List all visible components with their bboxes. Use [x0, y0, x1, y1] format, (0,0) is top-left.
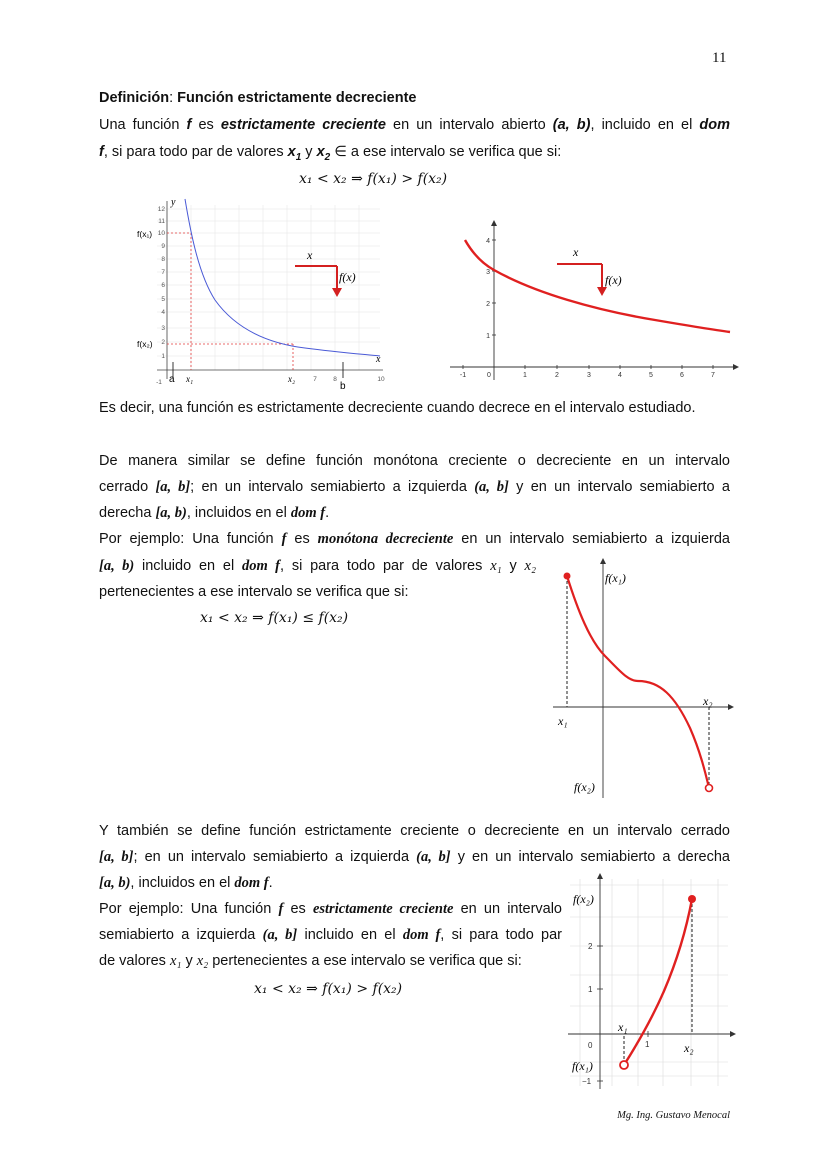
fx2-label: f(x₂)	[137, 339, 153, 349]
text: ; en un intervalo semiabierto a izquierda	[133, 849, 417, 865]
f-symbol: f	[99, 144, 104, 160]
conclusion-text: Es decir, una función es estrictamente decreciente cuando decrece en el intervalo estudiado.	[99, 400, 696, 416]
increasing-curve	[624, 899, 692, 1065]
y-tick-label: 7	[161, 269, 165, 276]
b-label: b	[340, 381, 346, 390]
term: monótona decreciente	[317, 531, 454, 547]
text: y	[181, 953, 197, 969]
decreasing-curve	[465, 240, 730, 332]
definition-heading	[99, 88, 730, 108]
strict-paragraph-line-2	[99, 847, 730, 867]
graph-strictly-increasing	[566, 871, 738, 1093]
strict-example-line-1	[99, 899, 562, 919]
graph-decreasing-hyperbola	[135, 195, 395, 390]
interval: (a, b]	[416, 849, 451, 865]
text: , incluidos en el	[130, 875, 235, 891]
text: y	[301, 144, 317, 160]
x-tick-label: 3	[587, 372, 591, 379]
text: incluido en el	[297, 927, 403, 943]
strict-example-line-2	[99, 925, 562, 945]
y-tick-label: 5	[161, 296, 165, 303]
y-tick-label: 12	[157, 206, 165, 213]
formula-strictly-decreasing: x₁ < x₂ ⇒ f(x₁) > f(x₂)	[299, 171, 448, 187]
text: y	[501, 558, 525, 574]
x-tick-label: 6	[680, 372, 684, 379]
monotone-paragraph-line-1: De manera similar se define función monótona creciente o decreciente en un intervalo	[99, 453, 730, 469]
x2-label: x₂	[703, 694, 713, 708]
closed-endpoint	[688, 895, 696, 903]
y-tick-label: 4	[486, 238, 490, 245]
arrow-fx-label: f(x)	[339, 270, 356, 284]
interval: (a, b)	[552, 117, 591, 133]
x-tick-label: -1	[459, 372, 467, 379]
interval: [a, b)	[155, 505, 187, 521]
y-tick-label: 2	[161, 339, 165, 346]
x-axis-label: x	[376, 354, 381, 365]
x1-label: x₁	[618, 1020, 628, 1034]
y-tick-label: 2	[588, 942, 593, 951]
strict-paragraph-line-1: Y también se define función estrictamente creciente o decreciente en un intervalo cerrado	[99, 823, 730, 839]
text: es	[191, 117, 221, 133]
x2-symbol: x₂	[196, 953, 209, 969]
definition-line-1	[99, 115, 730, 135]
x2-symbol: x	[316, 144, 325, 160]
text: incluido en el	[134, 558, 242, 574]
monotone-paragraph-line-2	[99, 477, 730, 497]
x-tick-label: 7	[711, 372, 715, 379]
x1-label: x₁	[186, 374, 194, 384]
interval: [a, b)	[99, 558, 135, 574]
x1-sub: 1	[295, 151, 302, 163]
interval: (a, b]	[262, 927, 298, 943]
text: de valores	[99, 953, 170, 969]
f-symbol: f	[281, 531, 287, 547]
closed-endpoint	[564, 573, 571, 580]
term: estrictamente creciente	[312, 901, 454, 917]
y-tick-label: −1	[582, 1077, 592, 1086]
monotone-curve	[567, 576, 709, 788]
graph-monotone-decreasing	[550, 556, 735, 801]
heading-prefix: Definición	[99, 90, 170, 106]
dom-term: dom f	[290, 505, 326, 521]
monotone-paragraph-line-3	[99, 503, 730, 523]
monotone-example-line-3: pertenecientes a ese intervalo se verifica que si:	[99, 584, 409, 600]
x-tick-label: 1	[645, 1040, 650, 1049]
y-tick-label: 1	[486, 333, 490, 340]
arrow-x-label: x	[573, 245, 579, 259]
text: , si para todo par de valores	[103, 144, 288, 160]
graph-decreasing-log	[445, 218, 740, 383]
interval: [a, b)	[99, 875, 131, 891]
text: ∈ a ese intervalo se verifica que si:	[330, 144, 562, 160]
text: semiabierto a izquierda	[99, 927, 263, 943]
x1-symbol: x	[287, 144, 296, 160]
x-tick-label: 0	[487, 372, 491, 379]
y-tick-label: 4	[161, 309, 165, 316]
text: es	[283, 901, 313, 917]
heading-title: Función estrictamente decreciente	[173, 90, 417, 106]
dom-term: dom	[699, 117, 731, 133]
fx1-label: f(x₁)	[137, 229, 153, 239]
interval: (a, b]	[474, 479, 509, 495]
x-tick-label: 5	[649, 372, 653, 379]
y-axis-label: y	[171, 197, 176, 208]
x-tick-label: 10	[377, 376, 385, 383]
x-tick-label: 4	[618, 372, 622, 379]
y-tick-label: 10	[157, 230, 165, 237]
text: ; en un intervalo semiabierto a izquierda	[190, 479, 475, 495]
text: en un intervalo semiabierto a izquierda	[453, 531, 730, 547]
y-tick-label: 3	[161, 325, 165, 332]
x-tick-label: -1	[156, 379, 162, 386]
text: y en un intervalo semiabierto a	[508, 479, 730, 495]
x1-label: x₁	[558, 714, 568, 728]
x2-symbol: x₂	[524, 558, 537, 574]
f-symbol: f	[278, 901, 284, 917]
formula-strictly-increasing: x₁ < x₂ ⇒ f(x₁) > f(x₂)	[254, 981, 403, 997]
text: cerrado	[99, 479, 156, 495]
a-label: a	[169, 374, 175, 385]
text: , incluido en el	[590, 117, 700, 133]
y-tick-label: 9	[161, 243, 165, 250]
text: derecha	[99, 505, 156, 521]
x-tick-label: 1	[523, 372, 527, 379]
interval: [a, b]	[99, 849, 134, 865]
formula-monotone-decreasing: x₁ < x₂ ⇒ f(x₁) ≤ f(x₂)	[200, 610, 349, 626]
interval: [a, b]	[155, 479, 191, 495]
arrow-x-label: x	[307, 248, 313, 262]
x2-sub: 2	[324, 151, 331, 163]
x2-label: x₂	[684, 1041, 694, 1055]
y-tick-label: 1	[161, 353, 165, 360]
monotone-example-line-2	[99, 556, 536, 576]
definition-line-2	[99, 142, 730, 168]
fx1-label: f(x₁)	[572, 1059, 593, 1073]
x1-symbol: x₁	[169, 953, 182, 969]
text: Por ejemplo: Una función	[99, 901, 279, 917]
term: estrictamente creciente	[220, 117, 386, 133]
dom-term: dom f	[234, 875, 269, 891]
text: en un intervalo	[453, 901, 562, 917]
y-tick-label: 11	[158, 218, 165, 225]
open-endpoint	[620, 1061, 628, 1069]
f-symbol: f	[186, 117, 192, 133]
y-tick-label: 6	[161, 282, 165, 289]
text: Una función	[99, 117, 187, 133]
y-tick-label: 0	[588, 1041, 593, 1050]
text: , si para todo par	[440, 927, 562, 943]
fx1-label: f(x₁)	[605, 571, 626, 585]
dom-term: dom f	[402, 927, 441, 943]
page-number: 11	[712, 50, 727, 66]
x1-symbol: x₁	[490, 558, 502, 574]
footer-author: Mg. Ing. Gustavo Menocal	[617, 1110, 730, 1121]
y-tick-label: 1	[588, 985, 593, 994]
dom-term: dom f	[241, 558, 280, 574]
arrow-fx-label: f(x)	[605, 273, 622, 287]
text: y en un intervalo semiabierto a derecha	[450, 849, 730, 865]
open-endpoint	[706, 785, 713, 792]
text: pertenecientes a ese intervalo se verifica que si:	[208, 953, 522, 969]
monotone-example-line-1	[99, 529, 730, 549]
y-tick-label: 2	[486, 301, 490, 308]
text: .	[325, 505, 330, 521]
text: , incluidos en el	[186, 505, 291, 521]
heading-colon: :	[169, 90, 174, 106]
x2-label: x₂	[288, 374, 296, 384]
fx2-label: f(x₂)	[573, 892, 594, 906]
x-tick-label: 8	[333, 376, 337, 383]
y-tick-label: 3	[486, 269, 490, 276]
x-tick-label: 2	[555, 372, 559, 379]
text: es	[286, 531, 318, 547]
x-tick-label: 7	[313, 376, 317, 383]
fx2-label: f(x₂)	[574, 780, 595, 794]
text: en un intervalo abierto	[385, 117, 553, 133]
text: , si para todo par de valores	[280, 558, 491, 574]
text: .	[268, 875, 273, 891]
text: Por ejemplo: Una función	[99, 531, 282, 547]
y-tick-label: 8	[161, 256, 165, 263]
